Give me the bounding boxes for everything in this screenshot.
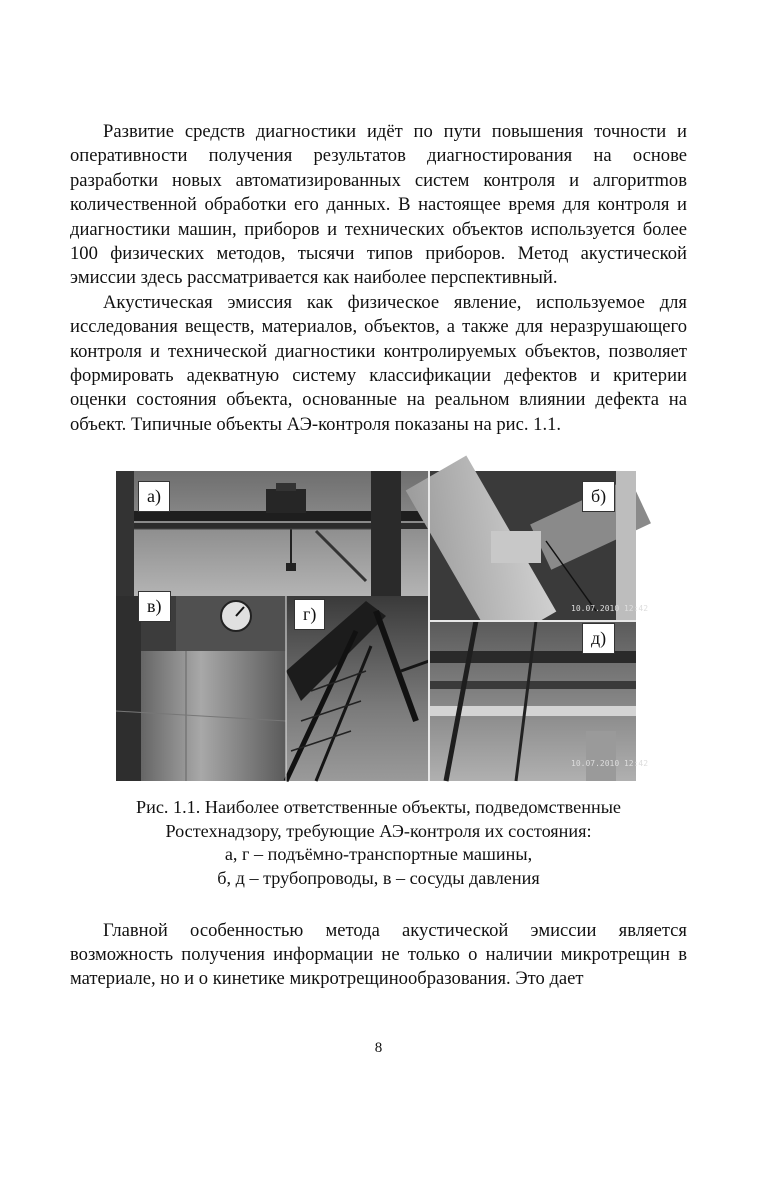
caption-line-4: б, д – трубопроводы, в – сосуды давления (217, 868, 540, 889)
page-number: 8 (374, 1040, 383, 1056)
panel-label-b: б) (582, 481, 615, 512)
panel-label-d: д) (582, 623, 615, 654)
paragraph-1: Развитие средств диагностики идёт по пути повышения точности и оперативности получения результатов диагностирования на основе разработки новых автоматизированных систем контроля и алгоритmов количественной обработки его данных. В настоящее время для контроля и диагностики машин, приборов и технических объектов используется более 100 физических методов, тысячи типов приборов. Метод акустической эмиссии здесь рассматривается как наиболее перспективный. (70, 121, 687, 289)
photo-d-pipeline-hall (429, 621, 648, 781)
caption-line-3: а, г – подъёмно-транспортные машины, (224, 844, 533, 865)
caption-line-1: Рис. 1.1. Наиболее ответственные объекты, подведомственные (135, 797, 621, 818)
photo-d-timestamp: 10.07.2010 12:42 (571, 759, 649, 769)
figure-1-1 (116, 471, 649, 781)
paragraph-2: Акустическая эмиссия как физическое явление, используемое для исследования веществ, материалов, объектов, а также для неразрушающего контроля и технической диагностики контролируемых объектов, позволяет формировать адекватную систему классификации дефектов и критерии оценки состояния объекта, основанные на реальном влиянии дефекта на объект. Типичные объекты АЭ-контроля показаны на рис. 1.1. (70, 291, 687, 435)
photo-v-vessel (116, 596, 286, 781)
figure-photos (116, 471, 649, 781)
paragraph-3: Главной особенностью метода акустической эмиссии является возможность получения информации не только о наличии микротрещин в материале, но и о кинетике микротрещинообразования. Это дает (70, 919, 687, 990)
page-content (70, 120, 687, 992)
panel-label-g: г) (294, 599, 325, 630)
panel-label-v: в) (138, 591, 171, 622)
photo-b-timestamp: 10.07.2010 12:42 (571, 604, 649, 614)
figure-caption (70, 796, 687, 890)
panel-label-a: а) (138, 481, 170, 512)
caption-line-2: Ростехнадзору, требующие АЭ-контроля их состояния: (165, 820, 592, 841)
